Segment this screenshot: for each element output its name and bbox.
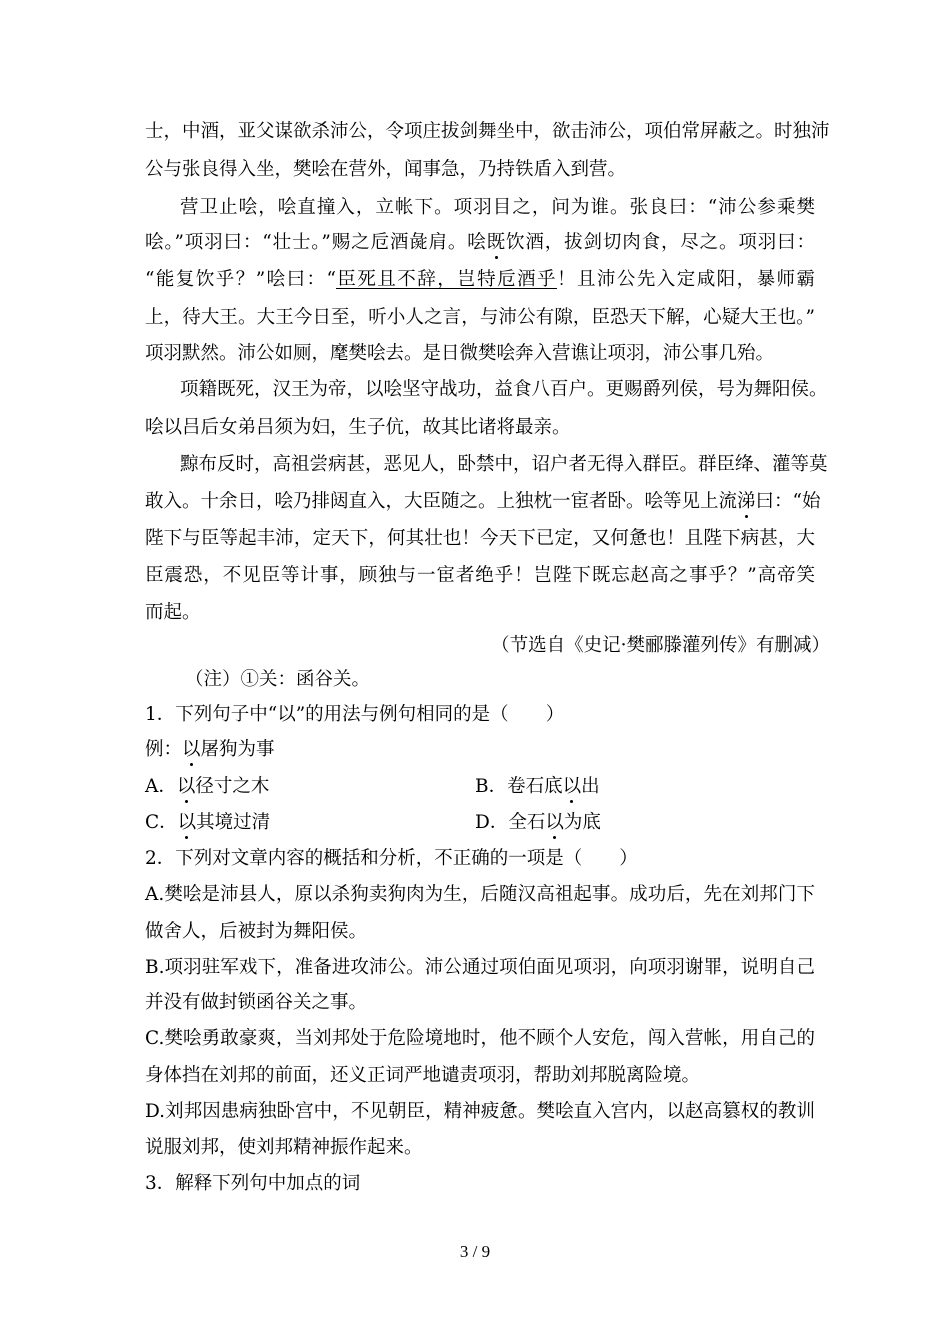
paragraph-start: 营卫止哙，哙直撞入，立帐下。项羽目之，问为谁。张良曰：“沛公参乘樊 xyxy=(180,197,815,218)
underlined-sentence: 臣死且不辞，岂特卮酒乎 xyxy=(335,269,557,290)
emphasis-dot-char: 既 xyxy=(486,232,507,253)
option-d-line: 说服刘邦，使刘邦精神振作起来。 xyxy=(145,1137,423,1158)
option-d: D．全石以为底 xyxy=(475,812,601,833)
passage-line: 项羽默然。沛公如厕，麾樊哙去。是日微樊哙奔入营谯让项羽，沛公事几殆。 xyxy=(145,343,775,364)
option-b: B．卷石底以出 xyxy=(475,776,600,797)
page-number: 3 / 9 xyxy=(459,1242,491,1261)
emphasis-dot-char: 以 xyxy=(545,812,564,833)
passage-line: 哙。”项羽曰：“壮士。”赐之卮酒彘肩。哙既饮酒，拔剑切肉食，尽之。项羽曰： xyxy=(145,232,815,253)
option-c-line: C.樊哙勇敢豪爽，当刘邦处于危险境地时，他不顾个人安危，闯入营帐，用自己的 xyxy=(145,1028,815,1049)
passage-line: 公与张良得入坐，樊哙在营外，闻事急，乃持铁盾入到营。 xyxy=(145,159,627,180)
paragraph-start: 黥布反时，高祖尝病甚，恶见人，卧禁中，诏户者无得入群臣。群臣绛、灌等莫 xyxy=(180,454,828,475)
passage-line: 臣震恐，不见臣等计事，顾独与一宦者绝乎！岂陛下既忘赵高之事乎？”高帝笑 xyxy=(145,565,815,586)
question-1-stem: 1．下列句子中“以”的用法与例句相同的是（ ） xyxy=(145,704,565,725)
passage-line: 敢入。十余日，哙乃排闼直入，大臣随之。上独枕一宦者卧。哙等见上流涕曰：“始 xyxy=(145,491,821,512)
footnote: （注）①关：函谷关。 xyxy=(185,669,371,690)
emphasis-dot-char: 以 xyxy=(176,776,196,797)
option-d-line: D.刘邦因患病独卧宫中，不见朝臣，精神疲惫。樊哙直入宫内，以赵高篡权的教训 xyxy=(145,1101,815,1122)
passage-line: 士，中酒，亚父谋欲杀沛公，令项庄拔剑舞坐中，欲击沛公，项伯常屏蔽之。时独沛 xyxy=(145,121,830,142)
question-2-stem: 2．下列对文章内容的概括和分析，不正确的一项是（ ） xyxy=(145,848,638,869)
emphasis-dot-char: 以 xyxy=(177,812,197,833)
option-a-line: A.樊哙是沛县人，原以杀狗卖狗肉为生，后随汉高祖起事。成功后，先在刘邦门下 xyxy=(145,884,815,905)
option-a: A．以径寸之木 xyxy=(145,776,270,797)
passage-line: 上，待大王。大王今日至，听小人之言，与沛公有隙，臣恐天下解，心疑大王也。” xyxy=(145,307,815,328)
passage-line: 陛下与臣等起丰沛，定天下，何其壮也！今天下已定，又何惫也！且陛下病甚，大 xyxy=(145,528,815,549)
question-3-stem: 3．解释下列句中加点的词 xyxy=(145,1173,361,1194)
emphasis-dot-char: 以 xyxy=(182,739,201,760)
emphasis-dot-char: 涕 xyxy=(737,491,756,512)
passage-line: 哙以吕后女弟吕须为妇，生子伉，故其比诸将最亲。 xyxy=(145,417,571,438)
source-citation: （节选自《史记·樊郦滕灌列传》有删减） xyxy=(491,635,830,656)
option-c: C．以其境过清 xyxy=(145,812,271,833)
option-b-line: B.项羽驻军戏下，准备进攻沛公。沛公通过项伯面见项羽，向项羽谢罪，说明自己 xyxy=(145,957,815,978)
question-1-example: 例：以屠狗为事 xyxy=(145,739,275,760)
option-a-line: 做舍人，后被封为舞阳侯。 xyxy=(145,921,368,942)
passage-line: 而起。 xyxy=(145,602,201,623)
paragraph-start: 项籍既死，汉王为帝，以哙坚守战功，益食八百户。更赐爵列侯，号为舞阳侯。 xyxy=(180,379,828,400)
option-c-line: 身体挡在刘邦的前面，还义正词严地谴责项羽，帮助刘邦脱离险境。 xyxy=(145,1065,701,1086)
option-b-line: 并没有做封锁函谷关之事。 xyxy=(145,992,368,1013)
passage-line: “能复饮乎？”哙曰：“臣死且不辞，岂特卮酒乎！且沛公先入定咸阳，暴师霸 xyxy=(145,269,815,290)
emphasis-dot-char: 以 xyxy=(562,776,582,797)
